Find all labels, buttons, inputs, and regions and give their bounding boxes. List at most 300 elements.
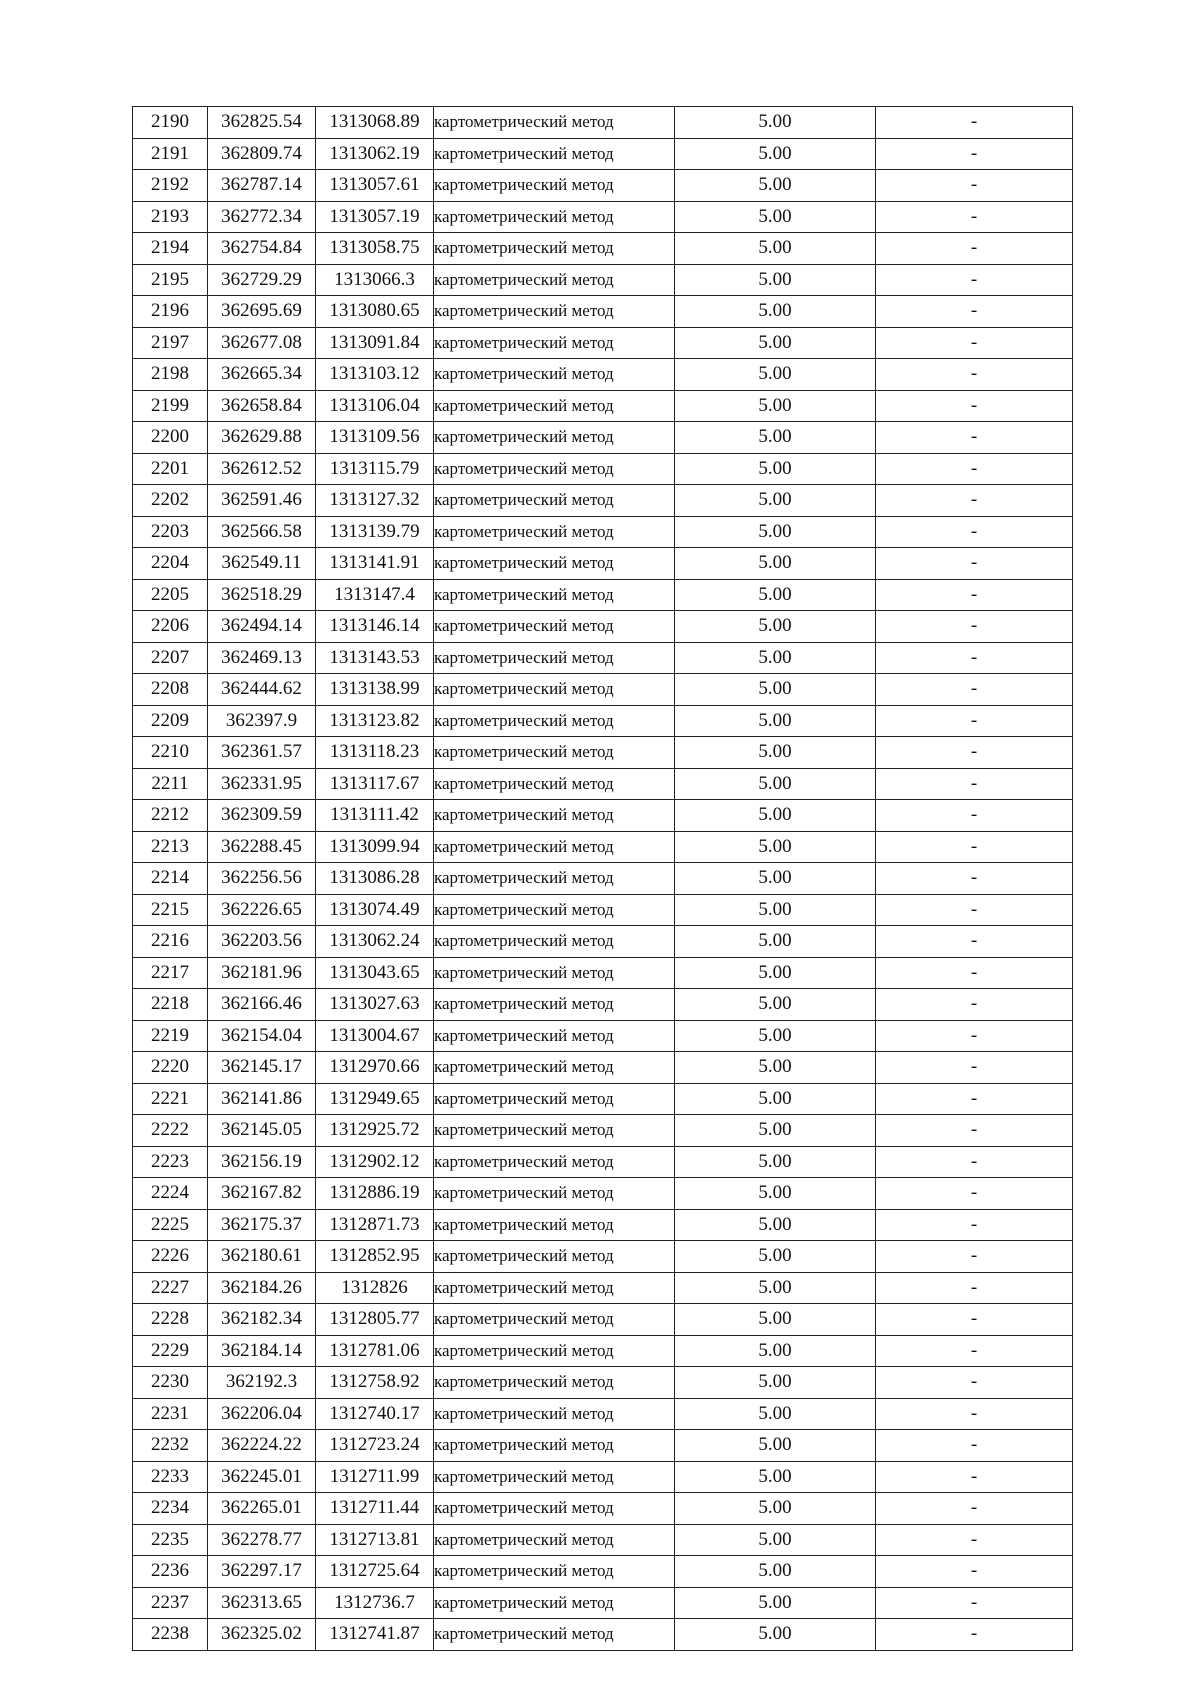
x-coordinate-cell: 362397.9 [208, 705, 316, 737]
x-coordinate-cell: 362787.14 [208, 170, 316, 202]
point-number-cell: 2231 [133, 1398, 208, 1430]
method-cell: картометрический метод [434, 1556, 675, 1588]
table-row [133, 422, 1073, 454]
point-number-cell: 2195 [133, 264, 208, 296]
y-coordinate-cell: 1313057.61 [316, 170, 434, 202]
description-cell: - [876, 264, 1073, 296]
method-cell: картометрический метод [434, 1083, 675, 1115]
method-cell: картометрический метод [434, 1241, 675, 1273]
accuracy-cell: 5.00 [675, 1524, 876, 1556]
x-coordinate-cell: 362665.34 [208, 359, 316, 391]
table-row [133, 1146, 1073, 1178]
x-coordinate-cell: 362549.11 [208, 548, 316, 580]
table-row [133, 453, 1073, 485]
accuracy-cell: 5.00 [675, 926, 876, 958]
x-coordinate-cell: 362226.65 [208, 894, 316, 926]
method-cell: картометрический метод [434, 107, 675, 139]
y-coordinate-cell: 1313147.4 [316, 579, 434, 611]
method-cell: картометрический метод [434, 516, 675, 548]
accuracy-cell: 5.00 [675, 1461, 876, 1493]
description-cell: - [876, 170, 1073, 202]
description-cell: - [876, 1209, 1073, 1241]
point-number-cell: 2227 [133, 1272, 208, 1304]
x-coordinate-cell: 362203.56 [208, 926, 316, 958]
description-cell: - [876, 1272, 1073, 1304]
method-cell: картометрический метод [434, 1209, 675, 1241]
description-cell: - [876, 201, 1073, 233]
y-coordinate-cell: 1312740.17 [316, 1398, 434, 1430]
description-cell: - [876, 737, 1073, 769]
method-cell: картометрический метод [434, 1493, 675, 1525]
point-number-cell: 2204 [133, 548, 208, 580]
method-cell: картометрический метод [434, 642, 675, 674]
accuracy-cell: 5.00 [675, 264, 876, 296]
x-coordinate-cell: 362309.59 [208, 800, 316, 832]
description-cell: - [876, 768, 1073, 800]
table-row [133, 327, 1073, 359]
point-number-cell: 2234 [133, 1493, 208, 1525]
table-row [133, 233, 1073, 265]
table-row [133, 390, 1073, 422]
table-row [133, 548, 1073, 580]
x-coordinate-cell: 362224.22 [208, 1430, 316, 1462]
description-cell: - [876, 611, 1073, 643]
accuracy-cell: 5.00 [675, 705, 876, 737]
accuracy-cell: 5.00 [675, 233, 876, 265]
point-number-cell: 2232 [133, 1430, 208, 1462]
y-coordinate-cell: 1313127.32 [316, 485, 434, 517]
x-coordinate-cell: 362494.14 [208, 611, 316, 643]
description-cell: - [876, 642, 1073, 674]
table-row [133, 201, 1073, 233]
table-row [133, 138, 1073, 170]
y-coordinate-cell: 1313057.19 [316, 201, 434, 233]
method-cell: картометрический метод [434, 453, 675, 485]
accuracy-cell: 5.00 [675, 737, 876, 769]
y-coordinate-cell: 1313086.28 [316, 863, 434, 895]
point-number-cell: 2222 [133, 1115, 208, 1147]
point-number-cell: 2214 [133, 863, 208, 895]
accuracy-cell: 5.00 [675, 1272, 876, 1304]
x-coordinate-cell: 362629.88 [208, 422, 316, 454]
x-coordinate-cell: 362566.58 [208, 516, 316, 548]
y-coordinate-cell: 1312741.87 [316, 1619, 434, 1651]
y-coordinate-cell: 1313103.12 [316, 359, 434, 391]
y-coordinate-cell: 1313043.65 [316, 957, 434, 989]
x-coordinate-cell: 362754.84 [208, 233, 316, 265]
table-row [133, 1587, 1073, 1619]
method-cell: картометрический метод [434, 863, 675, 895]
point-number-cell: 2233 [133, 1461, 208, 1493]
x-coordinate-cell: 362184.26 [208, 1272, 316, 1304]
point-number-cell: 2224 [133, 1178, 208, 1210]
y-coordinate-cell: 1313099.94 [316, 831, 434, 863]
description-cell: - [876, 705, 1073, 737]
point-number-cell: 2238 [133, 1619, 208, 1651]
accuracy-cell: 5.00 [675, 1430, 876, 1462]
method-cell: картометрический метод [434, 1178, 675, 1210]
y-coordinate-cell: 1312826 [316, 1272, 434, 1304]
description-cell: - [876, 989, 1073, 1021]
y-coordinate-cell: 1312725.64 [316, 1556, 434, 1588]
accuracy-cell: 5.00 [675, 327, 876, 359]
description-cell: - [876, 800, 1073, 832]
accuracy-cell: 5.00 [675, 485, 876, 517]
description-cell: - [876, 1430, 1073, 1462]
table-row [133, 1367, 1073, 1399]
point-number-cell: 2199 [133, 390, 208, 422]
y-coordinate-cell: 1312711.44 [316, 1493, 434, 1525]
table-row [133, 1461, 1073, 1493]
point-number-cell: 2198 [133, 359, 208, 391]
accuracy-cell: 5.00 [675, 1398, 876, 1430]
point-number-cell: 2213 [133, 831, 208, 863]
method-cell: картометрический метод [434, 674, 675, 706]
x-coordinate-cell: 362206.04 [208, 1398, 316, 1430]
method-cell: картометрический метод [434, 548, 675, 580]
table-row [133, 1209, 1073, 1241]
accuracy-cell: 5.00 [675, 831, 876, 863]
point-number-cell: 2215 [133, 894, 208, 926]
description-cell: - [876, 107, 1073, 139]
point-number-cell: 2223 [133, 1146, 208, 1178]
description-cell: - [876, 1020, 1073, 1052]
point-number-cell: 2235 [133, 1524, 208, 1556]
method-cell: картометрический метод [434, 1524, 675, 1556]
table-row [133, 1556, 1073, 1588]
point-number-cell: 2236 [133, 1556, 208, 1588]
y-coordinate-cell: 1313027.63 [316, 989, 434, 1021]
table-row [133, 674, 1073, 706]
x-coordinate-cell: 362444.62 [208, 674, 316, 706]
accuracy-cell: 5.00 [675, 989, 876, 1021]
point-number-cell: 2229 [133, 1335, 208, 1367]
table-row [133, 1398, 1073, 1430]
y-coordinate-cell: 1313117.67 [316, 768, 434, 800]
y-coordinate-cell: 1313118.23 [316, 737, 434, 769]
point-number-cell: 2190 [133, 107, 208, 139]
table-row [133, 989, 1073, 1021]
point-number-cell: 2217 [133, 957, 208, 989]
method-cell: картометрический метод [434, 1398, 675, 1430]
y-coordinate-cell: 1312758.92 [316, 1367, 434, 1399]
x-coordinate-cell: 362695.69 [208, 296, 316, 328]
point-number-cell: 2210 [133, 737, 208, 769]
y-coordinate-cell: 1313068.89 [316, 107, 434, 139]
x-coordinate-cell: 362245.01 [208, 1461, 316, 1493]
point-number-cell: 2226 [133, 1241, 208, 1273]
x-coordinate-cell: 362591.46 [208, 485, 316, 517]
method-cell: картометрический метод [434, 1272, 675, 1304]
point-number-cell: 2205 [133, 579, 208, 611]
y-coordinate-cell: 1313146.14 [316, 611, 434, 643]
accuracy-cell: 5.00 [675, 516, 876, 548]
point-number-cell: 2219 [133, 1020, 208, 1052]
method-cell: картометрический метод [434, 1461, 675, 1493]
method-cell: картометрический метод [434, 138, 675, 170]
x-coordinate-cell: 362182.34 [208, 1304, 316, 1336]
accuracy-cell: 5.00 [675, 1587, 876, 1619]
x-coordinate-cell: 362469.13 [208, 642, 316, 674]
table-row [133, 170, 1073, 202]
accuracy-cell: 5.00 [675, 863, 876, 895]
y-coordinate-cell: 1313138.99 [316, 674, 434, 706]
point-number-cell: 2206 [133, 611, 208, 643]
accuracy-cell: 5.00 [675, 107, 876, 139]
method-cell: картометрический метод [434, 989, 675, 1021]
description-cell: - [876, 1398, 1073, 1430]
method-cell: картометрический метод [434, 1115, 675, 1147]
y-coordinate-cell: 1312723.24 [316, 1430, 434, 1462]
y-coordinate-cell: 1312925.72 [316, 1115, 434, 1147]
point-number-cell: 2193 [133, 201, 208, 233]
accuracy-cell: 5.00 [675, 170, 876, 202]
table-row [133, 1430, 1073, 1462]
y-coordinate-cell: 1313080.65 [316, 296, 434, 328]
y-coordinate-cell: 1312713.81 [316, 1524, 434, 1556]
x-coordinate-cell: 362612.52 [208, 453, 316, 485]
table-row [133, 957, 1073, 989]
description-cell: - [876, 548, 1073, 580]
method-cell: картометрический метод [434, 800, 675, 832]
table-row [133, 1335, 1073, 1367]
accuracy-cell: 5.00 [675, 642, 876, 674]
accuracy-cell: 5.00 [675, 579, 876, 611]
accuracy-cell: 5.00 [675, 138, 876, 170]
point-number-cell: 2218 [133, 989, 208, 1021]
point-number-cell: 2208 [133, 674, 208, 706]
accuracy-cell: 5.00 [675, 1367, 876, 1399]
point-number-cell: 2225 [133, 1209, 208, 1241]
description-cell: - [876, 863, 1073, 895]
x-coordinate-cell: 362825.54 [208, 107, 316, 139]
accuracy-cell: 5.00 [675, 611, 876, 643]
accuracy-cell: 5.00 [675, 1241, 876, 1273]
method-cell: картометрический метод [434, 422, 675, 454]
y-coordinate-cell: 1313062.19 [316, 138, 434, 170]
table-row [133, 579, 1073, 611]
accuracy-cell: 5.00 [675, 359, 876, 391]
method-cell: картометрический метод [434, 831, 675, 863]
description-cell: - [876, 831, 1073, 863]
description-cell: - [876, 516, 1073, 548]
table-row [133, 737, 1073, 769]
method-cell: картометрический метод [434, 1146, 675, 1178]
description-cell: - [876, 1241, 1073, 1273]
accuracy-cell: 5.00 [675, 1209, 876, 1241]
point-number-cell: 2216 [133, 926, 208, 958]
table-row [133, 831, 1073, 863]
table-body [133, 107, 1073, 1651]
description-cell: - [876, 1335, 1073, 1367]
description-cell: - [876, 327, 1073, 359]
method-cell: картометрический метод [434, 359, 675, 391]
x-coordinate-cell: 362167.82 [208, 1178, 316, 1210]
y-coordinate-cell: 1313111.42 [316, 800, 434, 832]
x-coordinate-cell: 362145.17 [208, 1052, 316, 1084]
table-row [133, 107, 1073, 139]
x-coordinate-cell: 362278.77 [208, 1524, 316, 1556]
table-row [133, 1083, 1073, 1115]
x-coordinate-cell: 362180.61 [208, 1241, 316, 1273]
y-coordinate-cell: 1312970.66 [316, 1052, 434, 1084]
method-cell: картометрический метод [434, 327, 675, 359]
table-row [133, 1020, 1073, 1052]
accuracy-cell: 5.00 [675, 1178, 876, 1210]
table-row [133, 485, 1073, 517]
description-cell: - [876, 1587, 1073, 1619]
x-coordinate-cell: 362729.29 [208, 264, 316, 296]
accuracy-cell: 5.00 [675, 894, 876, 926]
point-number-cell: 2220 [133, 1052, 208, 1084]
table-row [133, 1115, 1073, 1147]
accuracy-cell: 5.00 [675, 296, 876, 328]
y-coordinate-cell: 1313091.84 [316, 327, 434, 359]
accuracy-cell: 5.00 [675, 1304, 876, 1336]
description-cell: - [876, 1146, 1073, 1178]
x-coordinate-cell: 362361.57 [208, 737, 316, 769]
description-cell: - [876, 1178, 1073, 1210]
accuracy-cell: 5.00 [675, 422, 876, 454]
table-row [133, 1304, 1073, 1336]
accuracy-cell: 5.00 [675, 1493, 876, 1525]
x-coordinate-cell: 362313.65 [208, 1587, 316, 1619]
y-coordinate-cell: 1313106.04 [316, 390, 434, 422]
accuracy-cell: 5.00 [675, 1083, 876, 1115]
method-cell: картометрический метод [434, 705, 675, 737]
point-number-cell: 2200 [133, 422, 208, 454]
table-row [133, 1493, 1073, 1525]
method-cell: картометрический метод [434, 1020, 675, 1052]
y-coordinate-cell: 1312871.73 [316, 1209, 434, 1241]
description-cell: - [876, 485, 1073, 517]
description-cell: - [876, 1115, 1073, 1147]
table-row [133, 296, 1073, 328]
x-coordinate-cell: 362175.37 [208, 1209, 316, 1241]
description-cell: - [876, 1367, 1073, 1399]
y-coordinate-cell: 1313062.24 [316, 926, 434, 958]
y-coordinate-cell: 1313115.79 [316, 453, 434, 485]
x-coordinate-cell: 362256.56 [208, 863, 316, 895]
accuracy-cell: 5.00 [675, 957, 876, 989]
x-coordinate-cell: 362297.17 [208, 1556, 316, 1588]
x-coordinate-cell: 362325.02 [208, 1619, 316, 1651]
method-cell: картометрический метод [434, 1052, 675, 1084]
accuracy-cell: 5.00 [675, 1335, 876, 1367]
x-coordinate-cell: 362184.14 [208, 1335, 316, 1367]
accuracy-cell: 5.00 [675, 674, 876, 706]
table-row [133, 611, 1073, 643]
accuracy-cell: 5.00 [675, 390, 876, 422]
method-cell: картометрический метод [434, 170, 675, 202]
method-cell: картометрический метод [434, 296, 675, 328]
description-cell: - [876, 390, 1073, 422]
y-coordinate-cell: 1313004.67 [316, 1020, 434, 1052]
method-cell: картометрический метод [434, 768, 675, 800]
accuracy-cell: 5.00 [675, 1556, 876, 1588]
method-cell: картометрический метод [434, 926, 675, 958]
point-number-cell: 2212 [133, 800, 208, 832]
y-coordinate-cell: 1313123.82 [316, 705, 434, 737]
description-cell: - [876, 926, 1073, 958]
coordinates-table [132, 106, 1073, 1651]
point-number-cell: 2211 [133, 768, 208, 800]
table-row [133, 359, 1073, 391]
description-cell: - [876, 138, 1073, 170]
method-cell: картометрический метод [434, 1619, 675, 1651]
y-coordinate-cell: 1312902.12 [316, 1146, 434, 1178]
method-cell: картометрический метод [434, 1367, 675, 1399]
description-cell: - [876, 296, 1073, 328]
point-number-cell: 2221 [133, 1083, 208, 1115]
table-row [133, 768, 1073, 800]
x-coordinate-cell: 362265.01 [208, 1493, 316, 1525]
point-number-cell: 2201 [133, 453, 208, 485]
method-cell: картометрический метод [434, 201, 675, 233]
x-coordinate-cell: 362154.04 [208, 1020, 316, 1052]
description-cell: - [876, 1619, 1073, 1651]
y-coordinate-cell: 1312805.77 [316, 1304, 434, 1336]
x-coordinate-cell: 362181.96 [208, 957, 316, 989]
method-cell: картометрический метод [434, 737, 675, 769]
table-row [133, 1241, 1073, 1273]
x-coordinate-cell: 362677.08 [208, 327, 316, 359]
method-cell: картометрический метод [434, 1335, 675, 1367]
description-cell: - [876, 1052, 1073, 1084]
point-number-cell: 2230 [133, 1367, 208, 1399]
method-cell: картометрический метод [434, 1430, 675, 1462]
table-row [133, 863, 1073, 895]
table-row [133, 642, 1073, 674]
method-cell: картометрический метод [434, 894, 675, 926]
accuracy-cell: 5.00 [675, 201, 876, 233]
table-row [133, 894, 1073, 926]
x-coordinate-cell: 362772.34 [208, 201, 316, 233]
description-cell: - [876, 1304, 1073, 1336]
y-coordinate-cell: 1313066.3 [316, 264, 434, 296]
point-number-cell: 2202 [133, 485, 208, 517]
method-cell: картометрический метод [434, 1587, 675, 1619]
accuracy-cell: 5.00 [675, 768, 876, 800]
y-coordinate-cell: 1312736.7 [316, 1587, 434, 1619]
method-cell: картометрический метод [434, 957, 675, 989]
table-row [133, 264, 1073, 296]
y-coordinate-cell: 1312949.65 [316, 1083, 434, 1115]
method-cell: картометрический метод [434, 485, 675, 517]
y-coordinate-cell: 1312711.99 [316, 1461, 434, 1493]
table-row [133, 516, 1073, 548]
accuracy-cell: 5.00 [675, 1619, 876, 1651]
y-coordinate-cell: 1313109.56 [316, 422, 434, 454]
description-cell: - [876, 1556, 1073, 1588]
x-coordinate-cell: 362145.05 [208, 1115, 316, 1147]
y-coordinate-cell: 1313139.79 [316, 516, 434, 548]
x-coordinate-cell: 362518.29 [208, 579, 316, 611]
table-row [133, 1272, 1073, 1304]
x-coordinate-cell: 362288.45 [208, 831, 316, 863]
table-row [133, 1524, 1073, 1556]
point-number-cell: 2197 [133, 327, 208, 359]
y-coordinate-cell: 1312852.95 [316, 1241, 434, 1273]
y-coordinate-cell: 1313143.53 [316, 642, 434, 674]
accuracy-cell: 5.00 [675, 1146, 876, 1178]
accuracy-cell: 5.00 [675, 1020, 876, 1052]
x-coordinate-cell: 362156.19 [208, 1146, 316, 1178]
description-cell: - [876, 422, 1073, 454]
x-coordinate-cell: 362192.3 [208, 1367, 316, 1399]
x-coordinate-cell: 362658.84 [208, 390, 316, 422]
method-cell: картометрический метод [434, 390, 675, 422]
